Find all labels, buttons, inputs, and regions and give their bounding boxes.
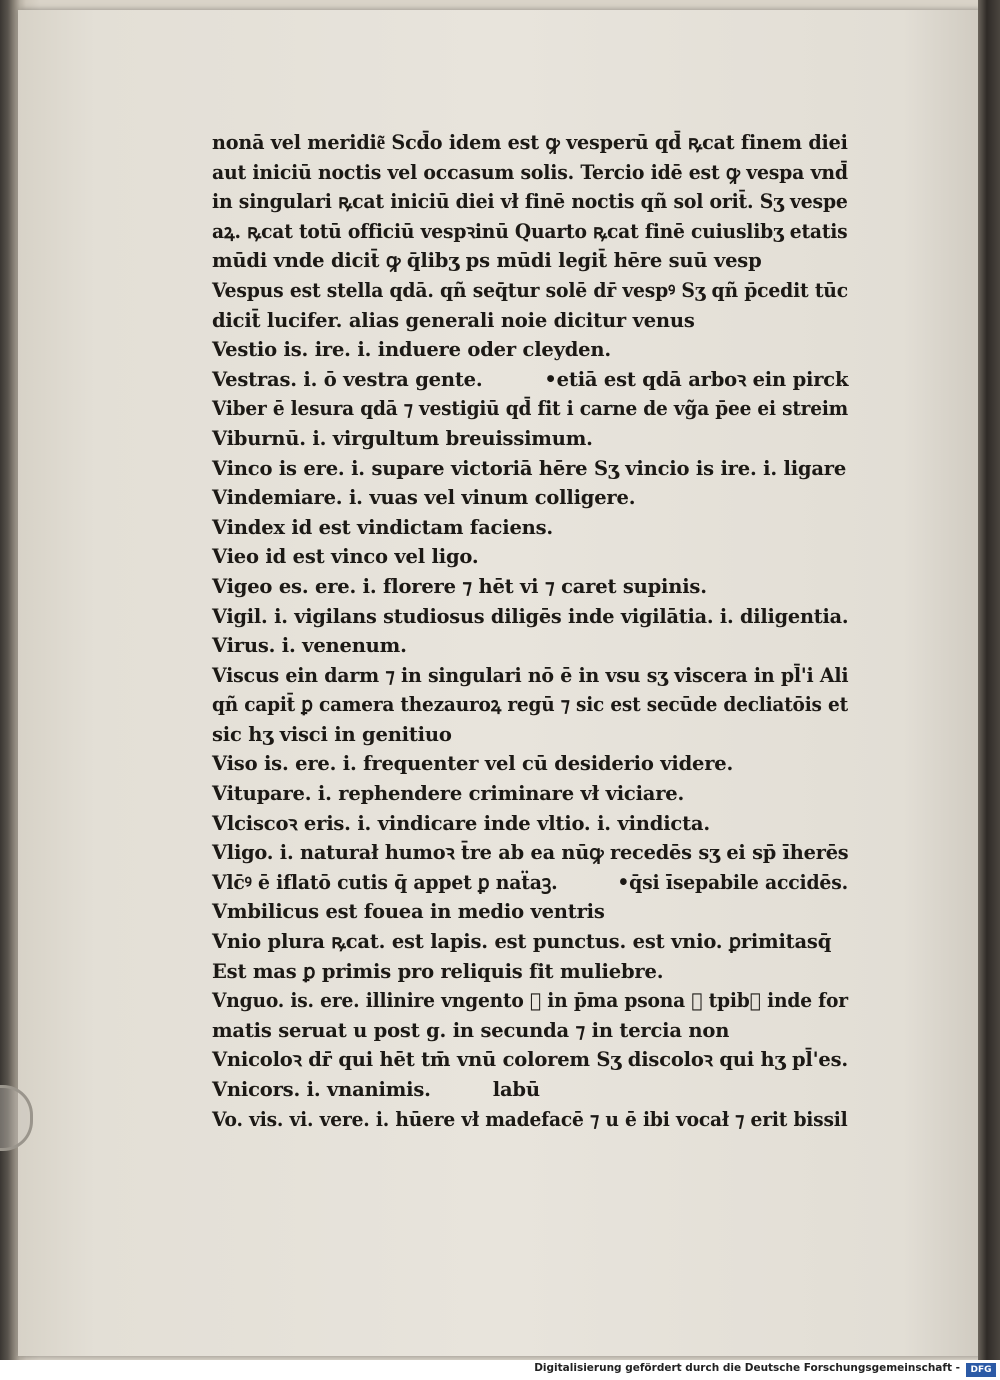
line-text: matis seruat u post g. in secunda ⁊ in tercia non: [212, 1018, 730, 1042]
line-text: Vigeo es. ere. i. florere ⁊ hēt vi ⁊ caret supinis.: [212, 574, 707, 598]
line-text: Vigil. i. vigilans studiosus diligēs inde vigilātia. i. diligentia.: [212, 604, 849, 628]
line-text: Viscus ein darm ⁊ in singulari nō ē in vsu sʒ viscera in pl̄'i Ali: [212, 663, 849, 687]
text-line: [212, 809, 848, 839]
text-line: [212, 365, 848, 395]
line-text: Vnio plura ꝶcat. est lapis. est punctus. est vnio. ꝑrimitasq̄: [212, 930, 832, 954]
text-line: [212, 335, 848, 365]
text-line: [212, 158, 848, 188]
book-edge: [978, 0, 1000, 1360]
line-text: in singulari ꝶcat iniciū diei vł finē noctis qñ sol orit̄. Sʒ vespe: [212, 190, 848, 214]
line-text: dicit̄ lucifer. alias generali noie dicitur venus: [212, 308, 695, 332]
funding-notice: Digitalisierung gefördert durch die Deutsche Forschungsgemeinschaft -: [534, 1362, 960, 1374]
text-line: [212, 306, 848, 336]
line-text: Vestio is. ire. i. induere oder cleyden.: [212, 338, 611, 362]
line-marginal-text: •etiā est qdā arboꝛ ein pirck: [544, 367, 849, 391]
line-text: Vlc̄ꝰ ē iflatō cutis q̄ appet ꝑ naẗaꝫ.: [212, 870, 558, 894]
text-line: [212, 246, 848, 276]
line-text: Viburnū. i. virgultum breuissimum.: [212, 426, 593, 450]
text-line: [212, 1045, 848, 1075]
text-line: [212, 927, 848, 957]
text-line: [212, 1016, 848, 1046]
line-text: aut iniciū noctis vel occasum solis. Tercio idē est ꝙ vespa vnd̄: [212, 160, 848, 184]
text-line: [212, 779, 848, 809]
line-text: Vnguo. is. ere. illinire vngento ⁊ in p̄ma psona ⁊ tpib᷒ inde for: [212, 989, 848, 1013]
text-line: [212, 986, 848, 1016]
text-line: [212, 749, 848, 779]
text-line: [212, 276, 848, 306]
text-line: [212, 838, 849, 868]
text-line: [212, 957, 848, 987]
text-line: [212, 454, 848, 484]
text-line: [212, 897, 848, 927]
text-line: [212, 424, 848, 454]
text-line: [212, 128, 848, 158]
line-text: Vitupare. i. rephendere criminare vł viciare.: [212, 782, 685, 806]
line-text: Vindemiare. i. vuas vel vinum colligere.: [212, 486, 636, 510]
line-text: Vnicoloꝛ dr̄ qui hēt tm̄ vnū colorem Sʒ discoloꝛ qui hʒ pl̄'es.: [212, 1048, 848, 1072]
text-line: [212, 217, 848, 247]
text-line: [212, 513, 848, 543]
line-text: nonā vel meridie͂ Scd̄o idem est ꝙ vesperū qd̄ ꝶcat finem diei: [212, 131, 848, 154]
line-text: qñ capit̄ ꝑ camera thezauroꝝ regū ⁊ sic est secūde decliatōis et: [212, 693, 848, 717]
line-text: sic hʒ visci in genitiuo: [212, 722, 452, 746]
text-line: [212, 1075, 848, 1105]
text-line: [212, 661, 849, 691]
line-text: mūdi vnde dicit̄ ꝙ q̄libʒ ps mūdi legit̄ hēre suū vesp: [212, 249, 762, 273]
line-text: Vligo. i. naturał humoꝛ t̄re ab ea nūꝙ recedēs sʒ ei sp̄ īherēs: [212, 841, 849, 865]
line-text: Viso is. ere. i. frequenter vel cū desiderio videre.: [212, 752, 734, 776]
line-marginal-text: •q̄si īsepabile accidēs.: [617, 870, 848, 894]
text-line: [212, 1105, 848, 1135]
line-marginal-text: labū: [492, 1078, 540, 1101]
text-line: [212, 542, 848, 572]
text-line: [212, 631, 848, 661]
dfg-logo-icon: DFG: [966, 1363, 996, 1377]
line-text: Vlciscoꝛ eris. i. vindicare inde vltio. i. vindicta.: [212, 811, 710, 835]
line-text: Vindex id est vindictam faciens.: [212, 515, 553, 539]
line-text: Viber ē lesura qdā ⁊ vestigiū qd̄ fit i carne de vg̃a p̄ee ei streim: [212, 397, 849, 421]
text-line: [212, 572, 848, 602]
line-text: Est mas ꝑ primis pro reliquis fit muliebre.: [212, 959, 664, 983]
text-line: [212, 602, 849, 632]
text-line: [212, 868, 848, 898]
line-text: Vmbilicus est fouea in medio ventris: [212, 900, 605, 924]
line-text: Vieo id est vinco vel ligo.: [212, 545, 479, 569]
line-text: Vnicors. i. vnanimis.: [212, 1078, 431, 1101]
footer-bar: [0, 1360, 1000, 1380]
line-text: Vinco is ere. i. supare victoriā hēre Sʒ vincio is ire. i. ligare: [212, 456, 847, 480]
text-line: [212, 483, 848, 513]
text-line: [212, 690, 848, 720]
line-text: Vespus est stella qdā. qñ seq̄tur solē dr̄ vespꝰ Sʒ qñ p̄cedit tūc: [212, 278, 848, 302]
line-text: Virus. i. venenum.: [212, 634, 407, 658]
line-text: Vo. vis. vi. vere. i. hūere vł madefacē ⁊ u ē ibi vocał ⁊ erit bissil: [212, 1107, 848, 1131]
line-text: aꝝ. ꝶcat totū officiū vespꝛinū Quarto ꝶcat finē cuiuslibʒ etatis: [212, 219, 848, 243]
text-line: [212, 187, 848, 217]
line-text: Vestras. i. ō vestra gente.: [212, 367, 483, 391]
text-line: [212, 394, 849, 424]
text-line: [212, 720, 848, 750]
text-block: [212, 128, 848, 1134]
